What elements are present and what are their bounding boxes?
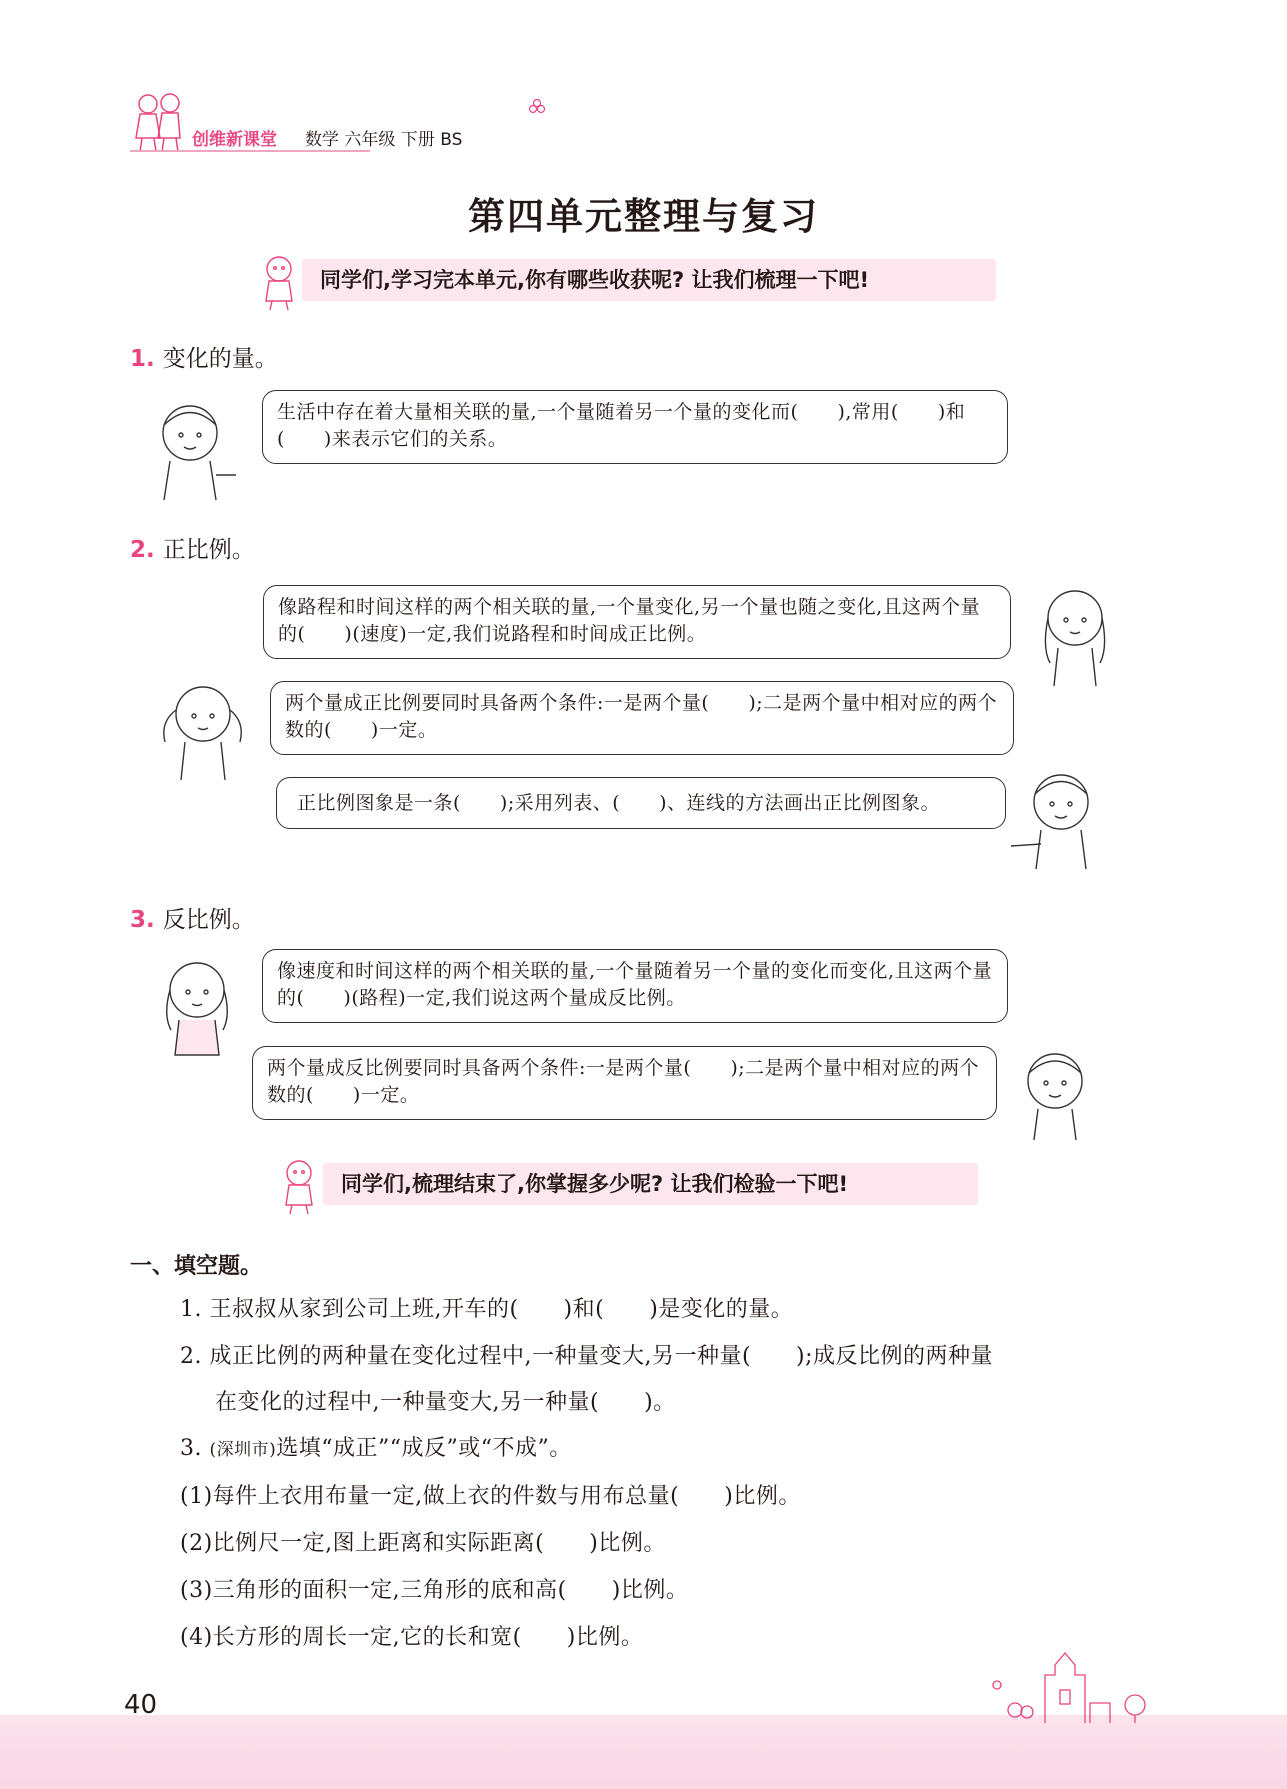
section-title: 反比例。 (162, 907, 255, 933)
question-3-item: (3)三角形的面积一定,三角形的底和高( )比例。 (180, 1578, 689, 1603)
speech-bubble: 两个量成反比例要同时具备两个条件:一是两个量( );二是两个量中相对应的两个数的( )一定。 (252, 1046, 997, 1120)
exercise-heading: 一、填空题。 (130, 1254, 263, 1279)
question-3-item: (1)每件上衣用布量一定,做上衣的件数与用布总量( )比例。 (180, 1484, 801, 1509)
question-2-line-2: 在变化的过程中,一种量变大,另一种量( )。 (215, 1390, 676, 1415)
header-divider (130, 150, 370, 152)
section-variable-quantities (130, 340, 278, 373)
speech-bubble: 像路程和时间这样的两个相关联的量,一个量变化,另一个量也随之变化,且这两个量的( )(速度)一定,我们说路程和时间成正比例。 (263, 585, 1011, 659)
girl-icon (155, 950, 245, 1060)
subject-info: 数学 六年级 下册 BS (305, 130, 463, 150)
footer-band (0, 1715, 1287, 1789)
section-direct-proportion (130, 531, 255, 564)
question-source: (深圳市) (209, 1440, 277, 1460)
girl-icon (1030, 578, 1120, 688)
section-title: 正比例。 (162, 537, 255, 563)
mascot-icon (278, 1157, 320, 1215)
question-3-item: (2)比例尺一定,图上距离和实际距离( )比例。 (180, 1531, 666, 1556)
question-2-line-1: 2. 成正比例的两种量在变化过程中,一种量变大,另一种量( );成反比例的两种量 (180, 1344, 994, 1369)
review-intro-banner: 同学们,学习完本单元,你有哪些收获呢? 让我们梳理一下吧! (302, 259, 996, 301)
castle-icon (985, 1645, 1165, 1723)
practice-intro-banner: 同学们,梳理结束了,你掌握多少呢? 让我们检验一下吧! (323, 1163, 978, 1205)
speech-bubble: 两个量成正比例要同时具备两个条件:一是两个量( );二是两个量中相对应的两个数的( )一定。 (270, 681, 1014, 755)
page-number: 40 (124, 1690, 158, 1720)
section-number: 1. (130, 346, 155, 372)
page-title: 第四单元整理与复习 (468, 195, 819, 238)
section-inverse-proportion (130, 901, 255, 934)
question-1: 1. 王叔叔从家到公司上班,开车的( )和( )是变化的量。 (180, 1297, 794, 1322)
speech-bubble: 生活中存在着大量相关联的量,一个量随着另一个量的变化而( ),常用( )和( )来表示它们的关系。 (262, 390, 1008, 464)
flower-icon (528, 98, 546, 116)
brand-name: 创维新课堂 (192, 130, 277, 150)
mascot-icon (258, 253, 300, 311)
section-number: 2. (130, 537, 155, 563)
girl-pigtails-icon (155, 672, 245, 782)
question-text: 选填“成正”“成反”或“不成”。 (276, 1436, 572, 1461)
boy-pointing-icon (1006, 764, 1096, 874)
section-number: 3. (130, 907, 155, 933)
speech-bubble: 像速度和时间这样的两个相关联的量,一个量随着另一个量的变化而变化,且这两个量的( )(路程)一定,我们说这两个量成反比例。 (262, 949, 1008, 1023)
boy-icon (1010, 1045, 1100, 1155)
question-3-item: (4)长方形的周长一定,它的长和宽( )比例。 (180, 1625, 644, 1650)
section-title: 变化的量。 (162, 346, 278, 372)
question-3 (180, 1431, 572, 1462)
speech-bubble: 正比例图象是一条( );采用列表、( )、连线的方法画出正比例图象。 (276, 777, 1006, 829)
kids-logo-icon (128, 88, 190, 154)
boy-icon (150, 395, 240, 505)
question-number: 3. (180, 1436, 210, 1461)
